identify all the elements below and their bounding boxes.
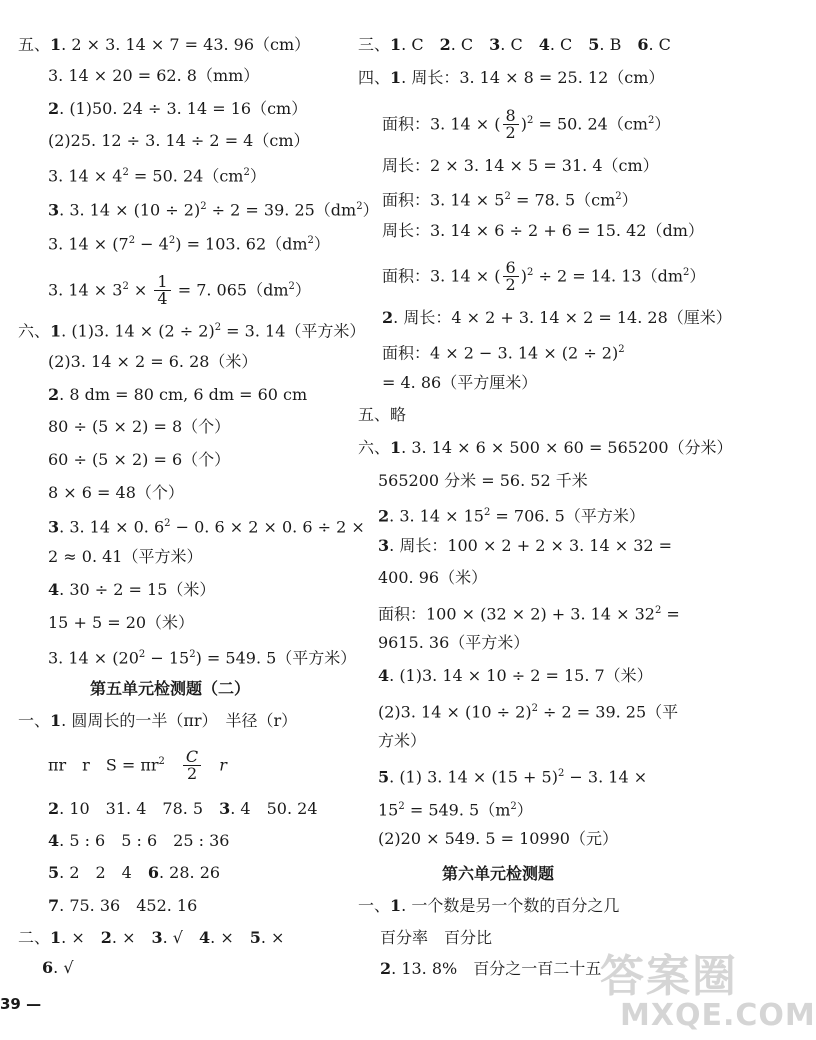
answer-line: πr r $S = \pi r^2$ $\frac{C}{2}$ r (48, 747, 227, 784)
answer-line: 2 ≈ 0. 41（平方米） (48, 547, 203, 566)
answer-line: 3. $14 \times (7^2 - 4^2) = 103$. $62(dm^2)$ (48, 234, 330, 254)
answer-line: 5. 2 2 4 6. 28. 26 (48, 863, 221, 882)
fraction: $\frac{1}{4}$ (154, 274, 170, 307)
answer-line: 三、1. C 2. C 3. C 4. C 5. B 6. C (358, 35, 671, 54)
answer-line: 9615. 36（平方米） (378, 633, 530, 652)
answer-line: 4. (1)3. 14 × 10 ÷ 2 = 15. 7（米） (378, 666, 653, 685)
answer-line: 2. 8 dm = 80 cm, 6 dm = 60 cm (48, 385, 308, 404)
answer-line: 六、1. (1)3. $14 \times (2 \div 2)^2 = 3$. 14（平方米） (18, 321, 366, 341)
answer-line: (2)25. 12 ÷ 3. 14 ÷ 2 = 4（cm） (48, 131, 310, 150)
watermark-url: MXQE.COM (620, 998, 816, 1033)
answer-line: 5. (1) 3. $14 \times (15 + 5)^2 - 3$. 14 × (378, 767, 648, 787)
section-title: 第五单元检测题（二） (90, 679, 251, 698)
fraction: $\frac{6}{2}$ (503, 260, 519, 293)
watermark-text: 答案圈 (600, 951, 738, 1002)
answer-line: 面积：3. 14 × ( $\frac{8}{2}$ )$^2$ = 50. $24(cm^2)$ (382, 106, 671, 143)
answer-line: 一、1. 一个数是另一个数的百分之几 (358, 896, 620, 915)
answer-line: $15^2 = 549$. $5(m^2)$ (378, 800, 533, 820)
watermark-logo (590, 940, 816, 1040)
answer-line: 2. 13. 8% 百分之一百二十五 (380, 959, 602, 978)
answer-line: 五、略 (358, 405, 407, 424)
answer-line: = 4. 86（平方厘米） (382, 373, 538, 392)
answer-line: 2. 周长：4 × 2 + 3. 14 × 2 = 14. 28（厘米） (382, 308, 732, 327)
answer-line: 8 × 6 = 48（个） (48, 483, 184, 502)
answer-line: 15 + 5 = 20（米） (48, 613, 195, 632)
answer-line: 周长：3. 14 × 6 ÷ 2 + 6 = 15. 42（dm） (382, 221, 704, 240)
answer-line: (2)20 × 549. 5 = 10990（元） (378, 829, 618, 848)
answer-line: 7. 75. 36 452. 16 (48, 896, 198, 915)
answer-line: 400. 96（米） (378, 568, 488, 587)
fraction: $\frac{C}{2}$ (183, 749, 201, 782)
answer-line: 4. 5 : 6 5 : 6 25 : 36 (48, 831, 230, 850)
answer-line: 百分率 百分比 (380, 928, 493, 947)
answer-line: 3. 3. $14 \times (10 \div 2)^2 \div 2 = 39$. $25(dm^2)$ (48, 200, 379, 220)
answer-line: 面积：3. $14 \times 5^2 = 78$. $5(cm^2)$ (382, 190, 638, 210)
answer-line: 面积：100 × (32 × 2) + 3. $14 \times 32^2$ = (378, 604, 680, 624)
answer-line: (2)3. 14 × 2 = 6. 28（米） (48, 352, 258, 371)
answer-line: 面积：3. 14 × ( $\frac{6}{2}$ )$^2$ ÷ 2 = 14. $13(dm^2)$ (382, 258, 706, 295)
answer-line: 6. √ (42, 958, 74, 977)
answer-line: 2. 3. $14 \times 15^2 = 706$. 5（平方米） (378, 506, 645, 526)
answer-line: 六、1. 3. 14 × 6 × 500 × 60 = 565200（分米） (358, 438, 733, 457)
page-number: 39 — (0, 995, 42, 1013)
answer-line: 3. 14 × 20 = 62. 8（mm） (48, 66, 260, 85)
answer-line: (2)3. $14 \times (10 \div 2)^2 \div 2 = 39$. 25（平 (378, 702, 679, 722)
answer-line: 四、1. 周长：3. 14 × 8 = 25. 12（cm） (358, 68, 665, 87)
fraction: $\frac{8}{2}$ (503, 108, 519, 141)
section-title: 第六单元检测题 (442, 864, 555, 883)
answer-line: 一、1. 圆周长的一半（πr） 半径（r） (18, 711, 298, 730)
answer-line: 二、1. × 2. × 3. √ 4. × 5. × (18, 928, 285, 947)
answer-line: 3. $14 \times 3^2$ × $\frac{1}{4}$ = 7. $065(dm^2)$ (48, 272, 311, 309)
answer-line: 面积：4 × 2 − 3. $14 \times (2 \div 2)^2$ (382, 343, 625, 363)
answer-line: 3. 周长：100 × 2 + 2 × 3. 14 × 32 = (378, 536, 673, 555)
answer-line: 2. (1)50. 24 ÷ 3. 14 = 16（cm） (48, 99, 308, 118)
answer-line: 2. 10 31. 4 78. 5 3. 4 50. 24 (48, 799, 318, 818)
answer-line: 五、1. 2 × 3. 14 × 7 = 43. 96（cm） (18, 35, 311, 54)
answer-line: 3. 3. 14 × 0. $6^2 - 0$. 6 × 2 × 0. 6 ÷ 2 × (48, 517, 365, 537)
answer-line: 3. $14 \times (20^2 - 15^2) = 549$. 5（平方米） (48, 648, 357, 668)
answer-line: 4. 30 ÷ 2 = 15（米） (48, 580, 216, 599)
answer-line: 60 ÷ (5 × 2) = 6（个） (48, 450, 231, 469)
answer-line: 周长：2 × 3. 14 × 5 = 31. 4（cm） (382, 156, 659, 175)
answer-line: 80 ÷ (5 × 2) = 8（个） (48, 417, 231, 436)
answer-line: 方米） (378, 731, 427, 750)
answer-line: 3. $14 \times 4^2 = 50$. $24(cm^2)$ (48, 166, 266, 186)
answer-line: 565200 分米 = 56. 52 千米 (378, 471, 588, 490)
